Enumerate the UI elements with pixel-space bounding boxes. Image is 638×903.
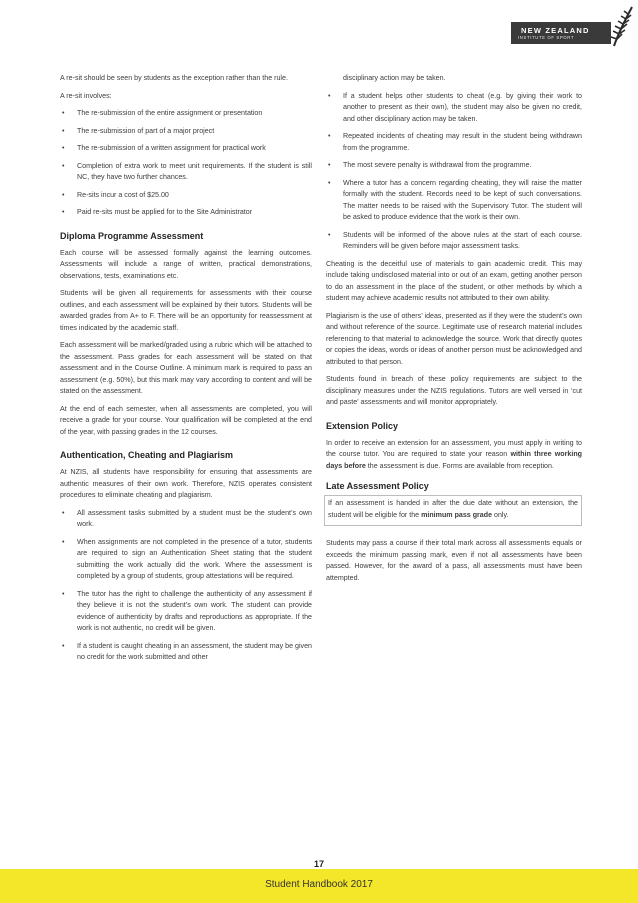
- footer-title: Student Handbook 2017: [265, 879, 373, 890]
- cheating-definition-para: Cheating is the deceitful use of materials to gain academic credit. This may include taking undisclosed material into or out of an exam, getting another person to do an assessment in the place of the student, or other methods by which a student may achieve academic results not attributed to their own ability.: [326, 259, 582, 302]
- list-item: • If a student helps other students to cheat (e.g. by giving their work to another to present as their own), the student may also be given no credit, and other disciplinary action may be taken.: [326, 91, 582, 126]
- right-column: [326, 73, 582, 590]
- extension-text-b: the assessment is due. Forms are available from reception.: [365, 461, 554, 470]
- plagiarism-definition-para: Plagiarism is the use of others’ ideas, presented as if they were the student’s own and without reference of the source. Legitimate use of research material includes referencing to that material to acknowledge the source. Work that directly quotes or copies the ideas, words or ideas of another person must be acknowledged and attributed to that person.: [326, 311, 582, 366]
- late-min-pass: minimum pass grade: [421, 510, 493, 519]
- list-item: • All assessment tasks submitted by a student must be the student’s own work.: [60, 508, 312, 531]
- list-item: • Completion of extra work to meet unit requirements. If the student is still NC, they have two further chances.: [60, 161, 312, 184]
- list-item: • The re-submission of the entire assignment or presentation: [60, 108, 312, 120]
- authentication-list: [60, 508, 312, 664]
- nzis-logo: [511, 4, 638, 48]
- continuation-text: disciplinary action may be taken.: [343, 74, 446, 82]
- authentication-para: At NZIS, all students have responsibility for ensuring that assessments are authentic measures of their own work. Therefore, NZIS operates consistent procedures to eliminate cheating and plagiarism.: [60, 468, 312, 499]
- fern-icon: [608, 4, 636, 48]
- diploma-heading: Diploma Programme Assessment: [60, 230, 204, 241]
- late-text-b: only.: [492, 510, 509, 519]
- logo-line-1: NEW ZEALAND: [521, 26, 590, 35]
- footer-bar: [0, 869, 638, 903]
- diploma-para: Each assessment will be marked/graded using a rubric which will be attached to the assessment. Pass grades for each assessment will be stated on that assessment and in the Course Outline. A minimum mark is required to pass an assessment (e.g. 50%), but this mark may vary according to content and will be stated on the assessment.: [60, 341, 312, 395]
- late-assessment-para: [328, 498, 578, 521]
- late-assessment-box: [324, 495, 582, 526]
- late-assessment-heading: Late Assessment Policy: [326, 481, 429, 491]
- resit-involves-para: A re-sit involves:: [60, 91, 112, 100]
- list-item: • Students will be informed of the above rules at the start of each course. Reminders will be given before major assessment tasks.: [326, 230, 582, 253]
- list-item: • When assignments are not completed in the presence of a tutor, students are required to sign an Authentication Sheet stating that the student submitting the work actually did the work. Where the assessment is completed by a group of students, group attestations will be required.: [60, 537, 312, 583]
- list-item: • The re-submission of part of a major project: [60, 126, 312, 138]
- breach-para: Students found in breach of these policy requirements are subject to the disciplinary measures under the NZIS regulations. Tutors are well versed in ‘cut and paste’ assessments and will monitor appropriately.: [326, 375, 582, 406]
- list-item: • Re-sits incur a cost of $25.00: [60, 190, 312, 202]
- list-item: • Repeated incidents of cheating may result in the student being withdrawn from the programme.: [326, 131, 582, 154]
- cheating-list: [326, 91, 582, 253]
- left-column: [60, 73, 312, 670]
- list-item: • The most severe penalty is withdrawal from the programme.: [326, 160, 582, 172]
- late-text-a: If an assessment is handed in after the due date without an extension, the student will be eligible for the: [328, 499, 578, 519]
- extension-text-a: In order to receive an extension for an assessment, you must apply in writing to the course tutor. You are required to state your reason: [326, 438, 582, 458]
- page-number: 17: [313, 859, 324, 869]
- list-item: • If a student is caught cheating in an assessment, the student may be given no credit for the work submitted and other: [60, 641, 312, 664]
- resit-exception-para: A re-sit should be seen by students as the exception rather than the rule.: [60, 74, 288, 82]
- list-item: • Paid re-sits must be applied for to the Site Administrator: [60, 207, 312, 219]
- extension-deadline: within three working days before: [326, 450, 582, 470]
- diploma-para: Each course will be assessed formally against the learning outcomes. Assessments will include a range of written, practical demonstrations, observations, tests, examinations etc.: [60, 248, 312, 280]
- logo-bar: [511, 22, 611, 44]
- pass-course-para: Students may pass a course if their total mark across all assessments equals or exceeds the minimum passing mark, even if not all assessments have been passed. However, for the award of a pass, all assessments must have been attempted.: [326, 539, 582, 582]
- diploma-para: Students will be given all requirements for assessments with their course outlines, and each assessment will be explained by their tutors. Students will be awarded grades from A+ to F. There will be an opportunity for reassessment at times indicated by the academic staff.: [60, 289, 312, 332]
- diploma-para: At the end of each semester, when all assessments are completed, you will receive a grade for your course. Your qualification will be completed at the end of the year, with passing grades in the 12 courses.: [60, 404, 312, 436]
- list-item: • The tutor has the right to challenge the authenticity of any assessment if they believe it is not the student’s own work. The student can provide evidence of authenticity by drafts and reproductions as appropriate. If the work is not authentic, no credit will be given.: [60, 589, 312, 635]
- logo-line-2: INSTITUTE OF SPORT: [518, 35, 575, 40]
- resit-list: [60, 108, 312, 219]
- authentication-heading: Authentication, Cheating and Plagiarism: [60, 450, 234, 460]
- extension-para: [326, 438, 582, 473]
- list-item: • The re-submission of a written assignment for practical work: [60, 143, 312, 155]
- extension-heading: Extension Policy: [326, 420, 399, 431]
- list-item: • Where a tutor has a concern regarding cheating, they will raise the matter formally with the student. Records need to be kept of such conversations. The matter needs to be raised with the Supervisory Tutor. The student will be asked to produce evidence that the work is their own.: [326, 178, 582, 224]
